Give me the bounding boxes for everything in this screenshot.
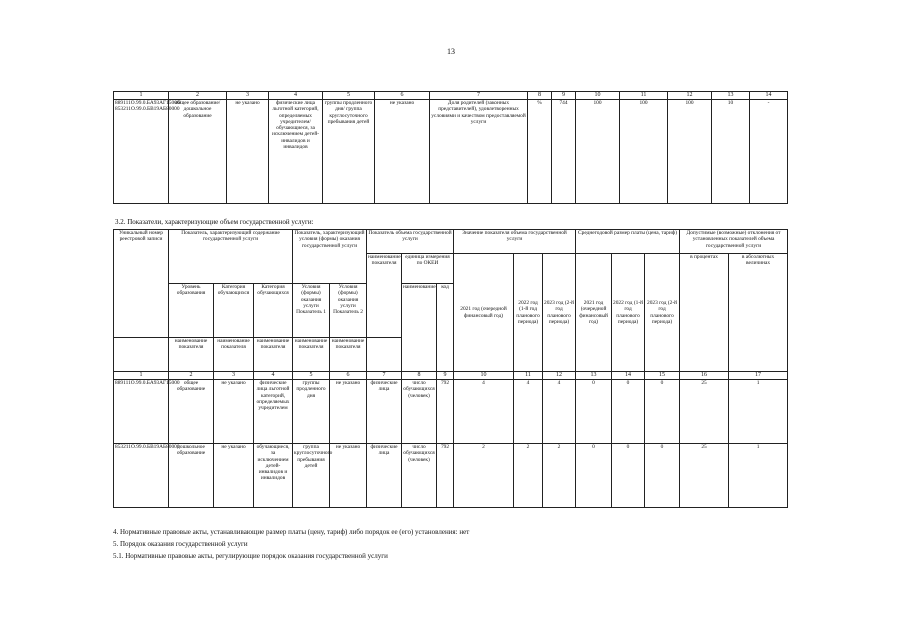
note-4: 4. Нормативные правовые акты, устанавливающие размер платы (цену, тариф) либо порядок ее (его) установления: нет (113, 528, 470, 536)
header-deviation: Допустимые (возможные) отклонения от установленных показателей объема государственной услуги (680, 230, 788, 254)
cell-value: 100 (620, 100, 668, 204)
section-title: 3.2. Показатели, характеризующие объем государственной услуги: (115, 218, 314, 226)
cell-price: 0 (645, 380, 680, 444)
cell-level: дошкольное образование (169, 444, 214, 508)
col-number: 14 (750, 92, 788, 100)
header-price-2021: 2021 год (очередной финансовый год) (576, 254, 612, 372)
col-number: 13 (712, 92, 750, 100)
col-number: 2 (169, 92, 227, 100)
cell-condition-2: не указано (330, 380, 367, 444)
cell-deviation: - (750, 100, 788, 204)
col-number: 12 (543, 372, 576, 380)
cell-condition: не указано (375, 100, 430, 204)
cell-price: 0 (612, 444, 645, 508)
table-row (114, 100, 788, 204)
col-number: 12 (668, 92, 712, 100)
header-deviation-percent: в процентах (680, 254, 729, 372)
col-number: 1 (114, 92, 169, 100)
header-subname: наименование показателя (214, 338, 254, 372)
cell-code: 744 (552, 100, 576, 204)
col-number: 4 (254, 372, 293, 380)
col-number: 10 (576, 92, 620, 100)
header-value-2021: 2021 год (очередной финансовый год) (454, 254, 514, 372)
table-header-numbers (114, 92, 788, 100)
col-number: 5 (323, 92, 375, 100)
header-subname: наименование показателя (254, 338, 293, 372)
cell-condition-1: группы продленного дня (293, 380, 330, 444)
header-subname: наименование показателя (169, 338, 214, 372)
cell-registry-number: 889111О.99.0.БА93АГ15000/ 853211О.99.0.БВ19АБ80000 (114, 100, 169, 204)
cell-deviation-percent: 25 (680, 444, 729, 508)
header-blank (367, 338, 402, 372)
cell-category-2: обучающиеся, за исключением детей-инвалидов и инвалидов (254, 444, 293, 508)
col-number: 6 (330, 372, 367, 380)
col-number: 9 (552, 92, 576, 100)
cell-value: 100 (668, 100, 712, 204)
cell-deviation-percent: 25 (680, 380, 729, 444)
cell-value: 4 (543, 380, 576, 444)
header-condition-1: Условия (формы) оказания услуги Показатель 1 (293, 284, 330, 338)
cell-value: 2 (514, 444, 543, 508)
col-number: 8 (402, 372, 437, 380)
header-category: Категория обучающихся (214, 284, 254, 338)
header-price-2023: 2023 год (2-й год планового периода) (645, 254, 680, 372)
header-value-2023: 2023 год (2-й год планового периода) (543, 254, 576, 372)
volume-table (113, 229, 788, 508)
cell-deviation-absolute: 1 (729, 380, 788, 444)
header-subname: наименование показателя (293, 338, 330, 372)
table-row (114, 444, 788, 508)
page-number: 13 (447, 47, 455, 56)
cell-condition-2: не указано (330, 444, 367, 508)
header-unit-name: наименование (402, 284, 437, 372)
cell-unit: % (528, 100, 552, 204)
quality-table (113, 91, 788, 204)
col-number: 7 (430, 92, 528, 100)
header-price: Среднегодовой размер платы (цена, тариф) (576, 230, 680, 254)
cell-price: 0 (645, 444, 680, 508)
col-number: 7 (367, 372, 402, 380)
cell-price: 0 (576, 380, 612, 444)
col-number: 11 (620, 92, 668, 100)
header-subname: наименование показателя (330, 338, 367, 372)
cell-category: не указано (214, 380, 254, 444)
cell-content: общее образование/ дошкольное образование (169, 100, 227, 204)
col-number: 14 (612, 372, 645, 380)
col-number: 9 (437, 372, 454, 380)
cell-content: физические лица льготной категорий, определяемых учредителем/ обучающиеся, за исключением детей-инвалидов и инвалидов (269, 100, 323, 204)
note-5: 5. Порядок оказания государственной услуги (113, 540, 248, 548)
cell-category: не указано (214, 444, 254, 508)
header-unit: единица измерения по ОКЕИ (402, 254, 454, 284)
col-number: 1 (114, 372, 169, 380)
cell-registry-number: 889111О.99.0.БА93АГ15000 (114, 380, 169, 444)
col-number: 10 (454, 372, 514, 380)
table-row (114, 380, 788, 444)
col-number: 3 (227, 92, 269, 100)
col-number: 13 (576, 372, 612, 380)
col-number: 17 (729, 372, 788, 380)
note-5-1: 5.1. Нормативные правовые акты, регулирующие порядок оказания государственной услуги (113, 552, 388, 560)
header-category-2: Категория обучающихся (254, 284, 293, 338)
col-number: 2 (169, 372, 214, 380)
col-number: 3 (214, 372, 254, 380)
cell-deviation-absolute: 1 (729, 444, 788, 508)
header-condition-2: Условия (формы) оказания услуги Показатель 2 (330, 284, 367, 338)
cell-unit-name: число обучающихся (человек) (402, 444, 437, 508)
cell-content: не указано (227, 100, 269, 204)
cell-price: 0 (612, 380, 645, 444)
header-value: Значение показателя объема государственной услуги (454, 230, 576, 254)
header-volume: Показатель объема государственной услуги (367, 230, 454, 254)
header-level: Уровень образования (169, 284, 214, 338)
table-header-numbers (114, 372, 788, 380)
header-unit-code: код (437, 284, 454, 372)
header-value-2022: 2022 год (1-й год планового периода) (514, 254, 543, 372)
cell-registry-number: 853211О.99.0.БВ19АБ80000 (114, 444, 169, 508)
col-number: 4 (269, 92, 323, 100)
cell-value: 2 (454, 444, 514, 508)
cell-level: общее образование (169, 380, 214, 444)
col-number: 8 (528, 92, 552, 100)
cell-price: 0 (576, 444, 612, 508)
cell-volume-name: физические лица (367, 444, 402, 508)
cell-unit-name: число обучающихся (человек) (402, 380, 437, 444)
cell-condition-1: группа круглосуточного пребывания детей (293, 444, 330, 508)
col-number: 15 (645, 372, 680, 380)
header-blank (114, 338, 169, 372)
header-volume-name: наименование показателя (367, 254, 402, 338)
cell-deviation: 10 (712, 100, 750, 204)
cell-volume-name: физические лица (367, 380, 402, 444)
cell-category-2: физические лица льготной категорий, определяемых учредителем (254, 380, 293, 444)
header-unique-number: Уникальный номер реестровой записи (114, 230, 169, 338)
header-deviation-absolute: в абсолютных величинах (729, 254, 788, 372)
cell-unit-code: 792 (437, 380, 454, 444)
col-number: 16 (680, 372, 729, 380)
cell-value: 2 (543, 444, 576, 508)
cell-indicator: Доля родителей (законных представителей), удовлетворенных условиями и качеством предоставляемой услуги (430, 100, 528, 204)
cell-value: 100 (576, 100, 620, 204)
header-content: Показатель, характеризующий содержание государственной услуги (169, 230, 293, 284)
col-number: 6 (375, 92, 430, 100)
cell-condition: группы продленного дня/ группа круглосуточного пребывания детей (323, 100, 375, 204)
header-price-2022: 2022 год (1-й год планового периода) (612, 254, 645, 372)
header-conditions: Показатель, характеризующий условия (формы) оказания государственной услуги (293, 230, 367, 284)
col-number: 5 (293, 372, 330, 380)
cell-unit-code: 792 (437, 444, 454, 508)
cell-value: 4 (454, 380, 514, 444)
cell-value: 4 (514, 380, 543, 444)
col-number: 11 (514, 372, 543, 380)
